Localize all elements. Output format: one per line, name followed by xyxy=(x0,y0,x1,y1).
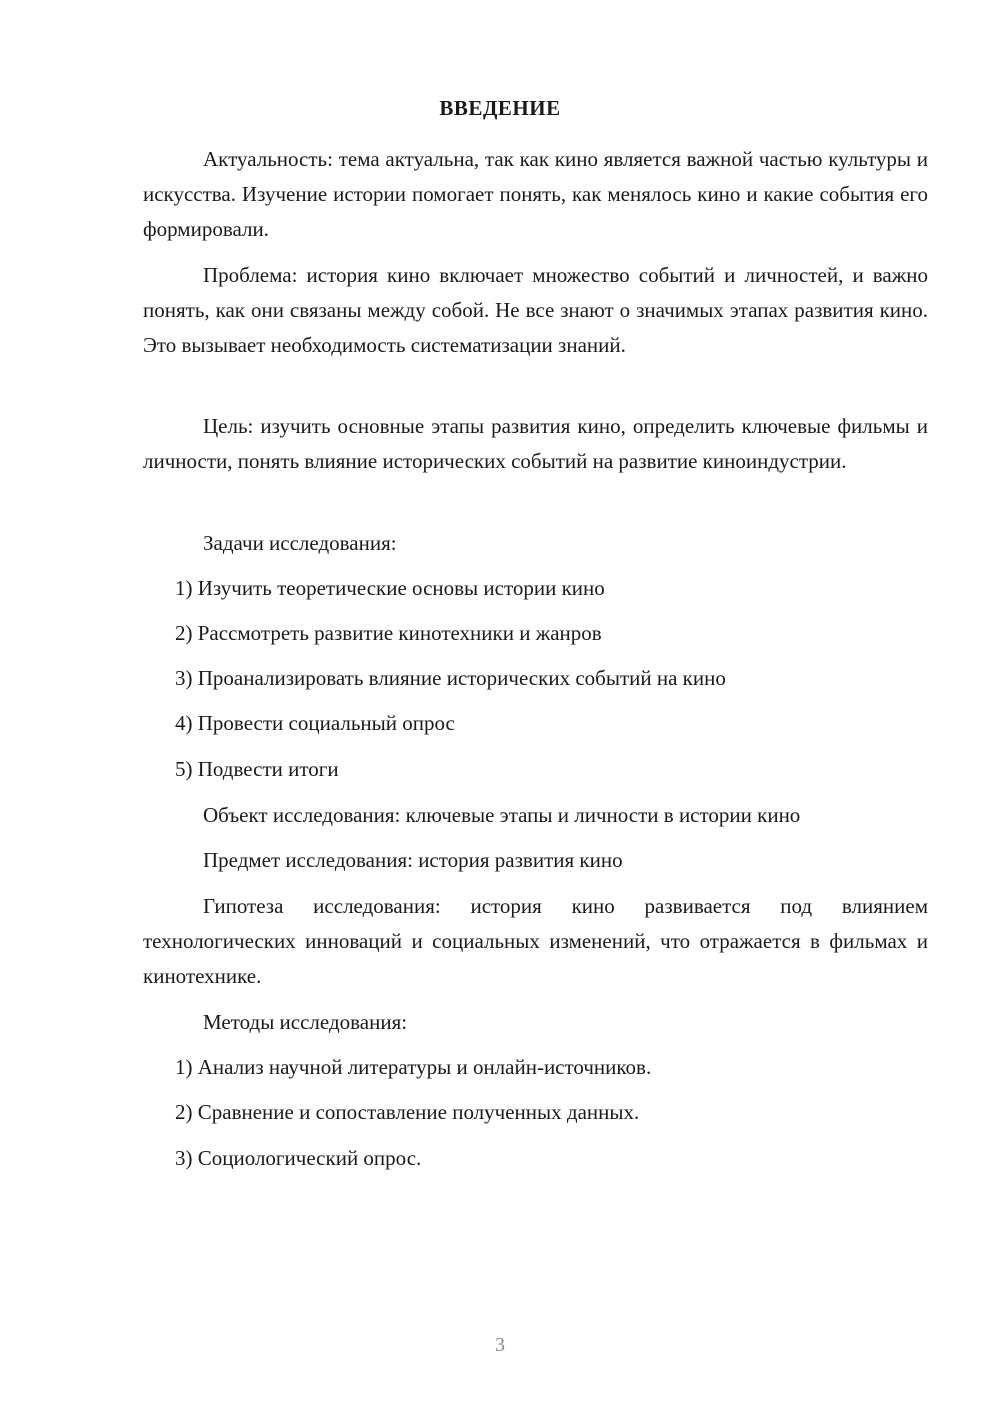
relevance-paragraph: Актуальность: тема актуальна, так как кино является важной частью культуры и искусства. Изучение истории помогает понять, как менялось кино и какие события его формировали. xyxy=(143,147,928,241)
methods-title: Методы исследования: xyxy=(203,1010,408,1034)
tasks-title: Задачи исследования: xyxy=(203,531,397,555)
problem-paragraph: Проблема: история кино включает множество событий и личностей, и важно понять, как они связаны между собой. Не все знают о значимых этапах развития кино. Это вызывает необходимость систематизации знаний. xyxy=(143,263,928,357)
method-item-1: 1) Анализ научной литературы и онлайн-источников. xyxy=(175,1055,652,1079)
method-item-2: 2) Сравнение и сопоставление полученных данных. xyxy=(175,1100,640,1124)
task-item-5: 5) Подвести итоги xyxy=(175,757,339,781)
page-title: ВВЕДЕНИЕ xyxy=(439,96,561,120)
subject-line: Предмет исследования: история развития кино xyxy=(203,848,623,872)
task-item-1: 1) Изучить теоретические основы истории кино xyxy=(175,576,605,600)
method-item-3: 3) Социологический опрос. xyxy=(175,1146,422,1170)
task-item-4: 4) Провести социальный опрос xyxy=(175,711,455,735)
page-number: 3 xyxy=(495,1334,505,1356)
task-item-3: 3) Проанализировать влияние исторических событий на кино xyxy=(175,666,726,690)
object-line: Объект исследования: ключевые этапы и личности в истории кино xyxy=(203,803,801,827)
goal-paragraph: Цель: изучить основные этапы развития кино, определить ключевые фильмы и личности, понять влияние исторических событий на развитие киноиндустрии. xyxy=(143,414,928,473)
task-item-2: 2) Рассмотреть развитие кинотехники и жанров xyxy=(175,621,602,645)
hypothesis-paragraph: Гипотеза исследования: история кино развивается под влиянием технологических инноваций и социальных изменений, что отражается в фильмах и кинотехнике. xyxy=(143,894,928,988)
